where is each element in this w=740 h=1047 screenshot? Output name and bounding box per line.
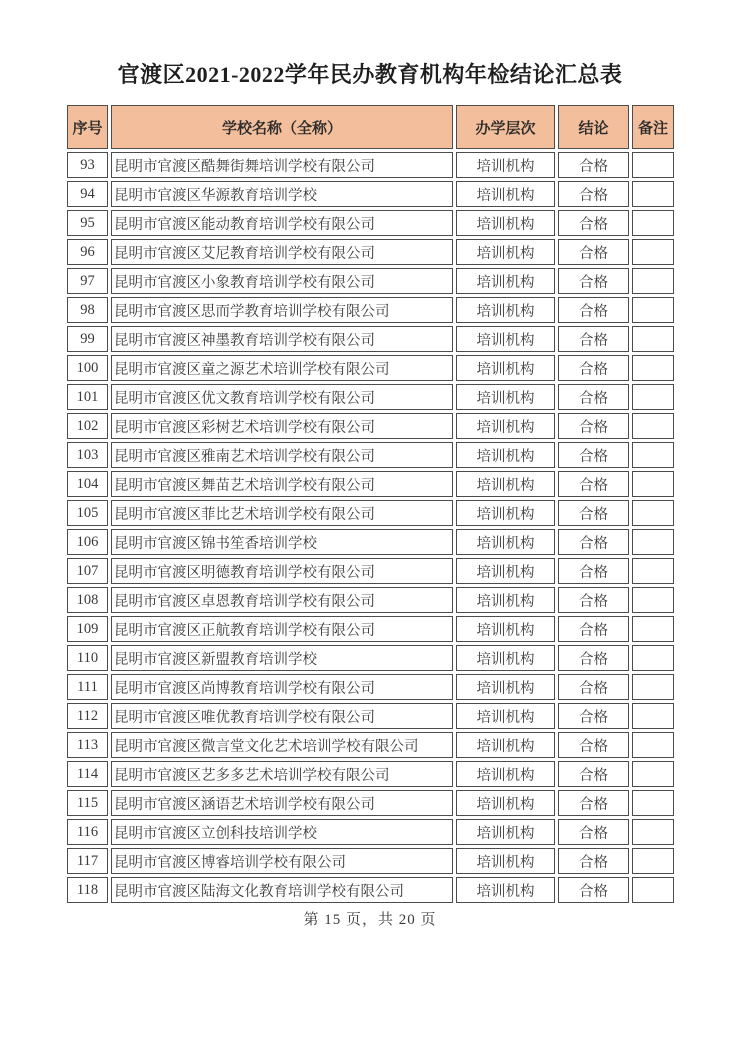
row-remark: [632, 587, 674, 613]
row-serial: 114: [67, 761, 108, 787]
row-serial: 117: [67, 848, 108, 874]
row-serial: 93: [67, 152, 108, 178]
row-school-name: 昆明市官渡区明德教育培训学校有限公司: [111, 558, 453, 584]
row-serial: 110: [67, 645, 108, 671]
row-school-name: 昆明市官渡区舞苗艺术培训学校有限公司: [111, 471, 453, 497]
table-row: [67, 761, 674, 787]
row-school-name: 昆明市官渡区菲比艺术培训学校有限公司: [111, 500, 453, 526]
row-level: 培训机构: [456, 413, 555, 439]
row-level: 培训机构: [456, 558, 555, 584]
row-remark: [632, 355, 674, 381]
row-remark: [632, 181, 674, 207]
row-serial: 97: [67, 268, 108, 294]
row-conclusion: 合格: [558, 761, 629, 787]
table-row: [67, 210, 674, 236]
row-conclusion: 合格: [558, 558, 629, 584]
table-header-row: [67, 105, 674, 149]
row-level: 培训机构: [456, 790, 555, 816]
row-remark: [632, 761, 674, 787]
row-conclusion: 合格: [558, 181, 629, 207]
row-level: 培训机构: [456, 384, 555, 410]
table-row: [67, 587, 674, 613]
row-school-name: 昆明市官渡区微言堂文化艺术培训学校有限公司: [111, 732, 453, 758]
row-conclusion: 合格: [558, 848, 629, 874]
row-school-name: 昆明市官渡区正航教育培训学校有限公司: [111, 616, 453, 642]
row-serial: 102: [67, 413, 108, 439]
row-serial: 104: [67, 471, 108, 497]
row-school-name: 昆明市官渡区新盟教育培训学校: [111, 645, 453, 671]
row-school-name: 昆明市官渡区童之源艺术培训学校有限公司: [111, 355, 453, 381]
row-conclusion: 合格: [558, 616, 629, 642]
table-row: [67, 326, 674, 352]
row-level: 培训机构: [456, 326, 555, 352]
row-level: 培训机构: [456, 442, 555, 468]
table-row: [67, 297, 674, 323]
row-conclusion: 合格: [558, 529, 629, 555]
row-remark: [632, 471, 674, 497]
row-remark: [632, 877, 674, 903]
row-conclusion: 合格: [558, 790, 629, 816]
table-row: [67, 239, 674, 265]
row-serial: 96: [67, 239, 108, 265]
row-remark: [632, 732, 674, 758]
row-remark: [632, 674, 674, 700]
row-conclusion: 合格: [558, 239, 629, 265]
row-remark: [632, 326, 674, 352]
row-school-name: 昆明市官渡区锦书笙香培训学校: [111, 529, 453, 555]
row-level: 培训机构: [456, 500, 555, 526]
row-conclusion: 合格: [558, 645, 629, 671]
row-level: 培训机构: [456, 268, 555, 294]
row-level: 培训机构: [456, 616, 555, 642]
row-serial: 94: [67, 181, 108, 207]
row-serial: 112: [67, 703, 108, 729]
row-school-name: 昆明市官渡区彩树艺术培训学校有限公司: [111, 413, 453, 439]
table-row: [67, 616, 674, 642]
row-remark: [632, 384, 674, 410]
col-header-remark: 备注: [632, 105, 674, 149]
row-conclusion: 合格: [558, 268, 629, 294]
row-level: 培训机构: [456, 645, 555, 671]
row-serial: 111: [67, 674, 108, 700]
row-level: 培训机构: [456, 848, 555, 874]
row-remark: [632, 152, 674, 178]
row-school-name: 昆明市官渡区博睿培训学校有限公司: [111, 848, 453, 874]
row-conclusion: 合格: [558, 732, 629, 758]
row-school-name: 昆明市官渡区雅南艺术培训学校有限公司: [111, 442, 453, 468]
row-level: 培训机构: [456, 529, 555, 555]
row-school-name: 昆明市官渡区涵语艺术培训学校有限公司: [111, 790, 453, 816]
row-remark: [632, 210, 674, 236]
row-school-name: 昆明市官渡区卓恩教育培训学校有限公司: [111, 587, 453, 613]
row-level: 培训机构: [456, 355, 555, 381]
table-header: [67, 105, 674, 149]
row-serial: 108: [67, 587, 108, 613]
row-school-name: 昆明市官渡区陆海文化教育培训学校有限公司: [111, 877, 453, 903]
row-conclusion: 合格: [558, 152, 629, 178]
row-remark: [632, 239, 674, 265]
row-serial: 113: [67, 732, 108, 758]
row-conclusion: 合格: [558, 442, 629, 468]
row-school-name: 昆明市官渡区优文教育培训学校有限公司: [111, 384, 453, 410]
row-level: 培训机构: [456, 877, 555, 903]
table-row: [67, 413, 674, 439]
row-conclusion: 合格: [558, 471, 629, 497]
row-conclusion: 合格: [558, 500, 629, 526]
row-remark: [632, 442, 674, 468]
row-level: 培训机构: [456, 471, 555, 497]
table-row: [67, 152, 674, 178]
row-level: 培训机构: [456, 674, 555, 700]
row-remark: [632, 703, 674, 729]
row-school-name: 昆明市官渡区酷舞街舞培训学校有限公司: [111, 152, 453, 178]
table-row: [67, 674, 674, 700]
row-serial: 101: [67, 384, 108, 410]
row-level: 培训机构: [456, 761, 555, 787]
col-header-level: 办学层次: [456, 105, 555, 149]
row-remark: [632, 268, 674, 294]
row-school-name: 昆明市官渡区思而学教育培训学校有限公司: [111, 297, 453, 323]
row-serial: 118: [67, 877, 108, 903]
row-level: 培训机构: [456, 239, 555, 265]
row-conclusion: 合格: [558, 326, 629, 352]
table-row: [67, 877, 674, 903]
page-title: 官渡区2021-2022学年民办教育机构年检结论汇总表: [117, 62, 623, 87]
row-remark: [632, 413, 674, 439]
row-serial: 100: [67, 355, 108, 381]
row-remark: [632, 529, 674, 555]
row-remark: [632, 645, 674, 671]
table-row: [67, 790, 674, 816]
row-school-name: 昆明市官渡区艺多多艺术培训学校有限公司: [111, 761, 453, 787]
row-level: 培训机构: [456, 703, 555, 729]
row-level: 培训机构: [456, 181, 555, 207]
row-level: 培训机构: [456, 297, 555, 323]
row-serial: 115: [67, 790, 108, 816]
row-conclusion: 合格: [558, 355, 629, 381]
row-remark: [632, 297, 674, 323]
table-row: [67, 848, 674, 874]
row-serial: 103: [67, 442, 108, 468]
row-serial: 99: [67, 326, 108, 352]
table-row: [67, 645, 674, 671]
row-school-name: 昆明市官渡区能动教育培训学校有限公司: [111, 210, 453, 236]
col-header-school-name: 学校名称（全称）: [111, 105, 453, 149]
row-conclusion: 合格: [558, 819, 629, 845]
row-school-name: 昆明市官渡区小象教育培训学校有限公司: [111, 268, 453, 294]
row-level: 培训机构: [456, 210, 555, 236]
row-school-name: 昆明市官渡区艾尼教育培训学校有限公司: [111, 239, 453, 265]
row-school-name: 昆明市官渡区华源教育培训学校: [111, 181, 453, 207]
row-serial: 98: [67, 297, 108, 323]
table-row: [67, 819, 674, 845]
row-conclusion: 合格: [558, 297, 629, 323]
col-header-serial: 序号: [67, 105, 108, 149]
row-conclusion: 合格: [558, 703, 629, 729]
row-serial: 107: [67, 558, 108, 584]
row-level: 培训机构: [456, 587, 555, 613]
row-conclusion: 合格: [558, 674, 629, 700]
table-row: [67, 355, 674, 381]
row-school-name: 昆明市官渡区唯优教育培训学校有限公司: [111, 703, 453, 729]
row-remark: [632, 790, 674, 816]
row-conclusion: 合格: [558, 587, 629, 613]
col-header-conclusion: 结论: [558, 105, 629, 149]
table-row: [67, 442, 674, 468]
table-row: [67, 181, 674, 207]
row-conclusion: 合格: [558, 413, 629, 439]
table-row: [67, 384, 674, 410]
row-remark: [632, 558, 674, 584]
table-row: [67, 558, 674, 584]
row-conclusion: 合格: [558, 384, 629, 410]
annual-inspection-table: [64, 102, 677, 906]
table-body: [67, 152, 674, 903]
row-school-name: 昆明市官渡区神墨教育培训学校有限公司: [111, 326, 453, 352]
row-serial: 109: [67, 616, 108, 642]
row-level: 培训机构: [456, 152, 555, 178]
table-row: [67, 529, 674, 555]
row-school-name: 昆明市官渡区尚博教育培训学校有限公司: [111, 674, 453, 700]
table-row: [67, 471, 674, 497]
page-number-footer: 第 15 页，共 20 页: [303, 912, 437, 928]
row-remark: [632, 819, 674, 845]
row-level: 培训机构: [456, 732, 555, 758]
row-remark: [632, 848, 674, 874]
row-conclusion: 合格: [558, 877, 629, 903]
row-conclusion: 合格: [558, 210, 629, 236]
table-row: [67, 732, 674, 758]
row-serial: 106: [67, 529, 108, 555]
row-remark: [632, 616, 674, 642]
row-level: 培训机构: [456, 819, 555, 845]
row-remark: [632, 500, 674, 526]
table-row: [67, 268, 674, 294]
table-row: [67, 703, 674, 729]
row-serial: 95: [67, 210, 108, 236]
row-school-name: 昆明市官渡区立创科技培训学校: [111, 819, 453, 845]
row-serial: 105: [67, 500, 108, 526]
table-row: [67, 500, 674, 526]
row-serial: 116: [67, 819, 108, 845]
